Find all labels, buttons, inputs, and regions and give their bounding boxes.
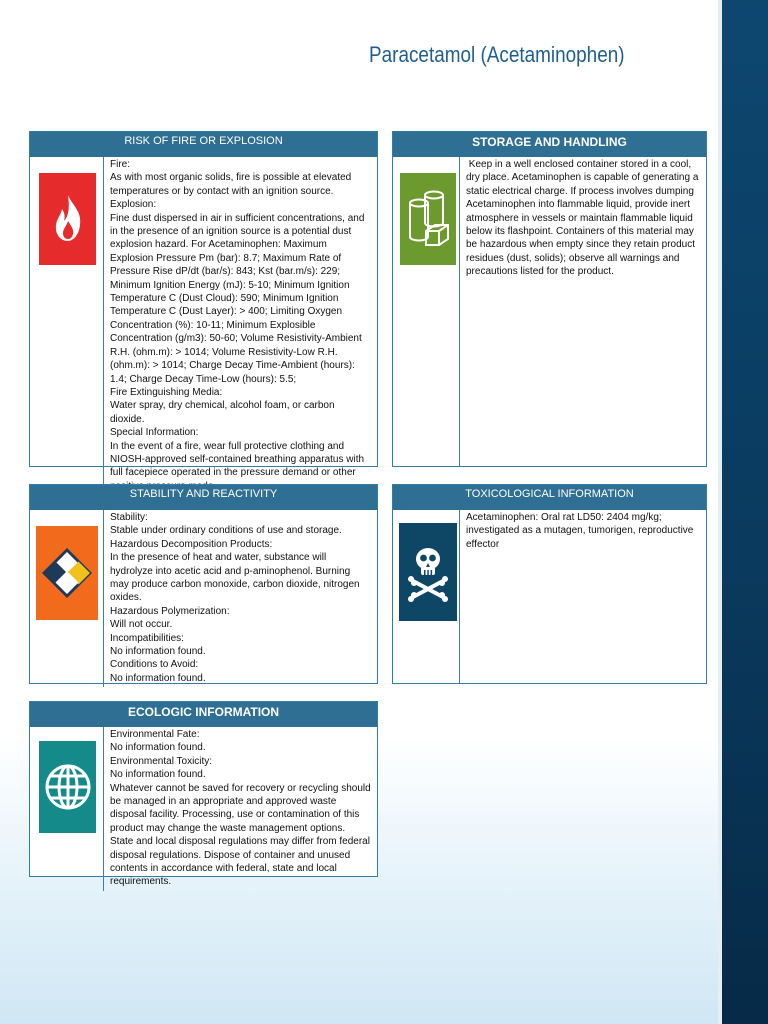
panel-storage-text: [460, 157, 706, 466]
panel-storage-header: STORAGE AND HANDLING: [393, 132, 706, 157]
panel-fire-icon-col: [30, 157, 104, 495]
stability-line: No information found.: [110, 672, 206, 684]
panel-toxic: [392, 484, 707, 684]
stability-line: Hazardous Decomposition Products:: [110, 538, 273, 550]
panel-toxic-body: [393, 510, 706, 683]
panel-ecologic: [29, 701, 378, 888]
panel-toxic-text: [460, 510, 706, 683]
panel-ecologic-text: [104, 727, 377, 891]
storage-containers-icon: [400, 173, 456, 265]
fire-line: Water spray, dry chemical, alcohol foam, or carbon dioxide.: [110, 400, 335, 425]
stability-line: Incompatibilities:: [110, 632, 184, 644]
panel-ecologic-body: [30, 727, 377, 891]
panel-stability: [29, 484, 378, 684]
stability-line: Will not occur.: [110, 619, 173, 631]
nfpa-diamond-icon: [36, 526, 98, 620]
ecologic-line: No information found.: [110, 769, 206, 781]
ecologic-line: Environmental Fate:: [110, 729, 200, 740]
fire-line: In the event of a fire, wear full protective clothing and NIOSH-approved self-contained breathing apparatus with full facepiece operated in the pressure demand or other: [110, 440, 365, 479]
fire-line: Fine dust dispersed in air in sufficient concentrations, and in the presence of an ignition source is a potential dust explosion hazard. For Acetaminophen: Maximum Explosion Pressure Pm (bar): 8.7; Maximum Rate of Pressure Rise dP/dt (bar/s): 843; Kst (bar.m/s): 229; Minimum Ignition Energy (mJ): 5-10; Minimum Ignition Temperature C (Dust Cloud): 590; Minimum Ignition Temperature C (Dust Layer): > 400; Limiting Oxygen Concentration (%): 10-11; Minimum Explosible Concentration (g/m3): 50-60; Volume Resistivity-Ambient R.H. (ohm.m): > 1014; Volume Resistivity-Low R.H. (ohm.m): > 1014; Charge Decay Time-Ambient (hours): 1.4; Charge Decay Time-Low (hours): 5.5;: [110, 212, 365, 385]
stability-line: No information found.: [110, 646, 206, 658]
panel-fire: [29, 131, 378, 479]
panel-stability-body: [30, 510, 377, 687]
panel-fire-header: RISK OF FIRE OR EXPLOSION: [30, 132, 377, 157]
panel-stability-icon-col: [30, 510, 104, 687]
storage-line: Keep in a well enclosed container stored in a cool, dry place. Acetaminophen is capable of generating a static electrical charge. If process involves dumping Acetaminophen into flammable liquid, provide inert atmosphere in vessels or maintain flammable liquid below its flashpoint. Containers of this material may be hazardous when empty since they retain product residues (dust, solids); observe all warnings and precautions listed for the product.: [466, 159, 702, 278]
panel-ecologic-header: ECOLOGIC INFORMATION: [30, 702, 377, 727]
ecologic-line: No information found.: [110, 742, 206, 754]
fire-line: Fire Extinguishing Media:: [110, 386, 223, 398]
panel-storage-body: [393, 157, 706, 466]
page-title: Paracetamol (Acetaminophen): [369, 42, 625, 67]
side-bar: [722, 0, 768, 1024]
stability-line: Stable under ordinary conditions of use and storage.: [110, 525, 342, 537]
panel-fire-text: [104, 157, 377, 495]
toxic-line: Acetaminophen: Oral rat LD50: 2404 mg/kg; investigated as a mutagen, tumorigen, reproductive effector: [466, 512, 694, 550]
ecologic-line: Environmental Toxicity:: [110, 755, 213, 767]
flame-icon: [39, 173, 96, 265]
stability-line: Conditions to Avoid:: [110, 659, 199, 671]
stability-line: Stability:: [110, 512, 148, 523]
panel-storage: [392, 131, 707, 467]
fire-line: Special Information:: [110, 427, 199, 439]
panel-ecologic-icon-col: [30, 727, 104, 891]
skull-crossbones-icon: [399, 523, 457, 621]
panel-stability-text: [104, 510, 377, 687]
fire-line: As with most organic solids, fire is possible at elevated temperatures or by contact with an ignition source.: [110, 172, 352, 197]
panel-storage-icon-col: [393, 157, 460, 466]
panel-fire-body: [30, 157, 377, 495]
globe-icon: [39, 741, 96, 833]
panel-stability-header: STABILITY AND REACTIVITY: [30, 485, 377, 510]
fire-line: Fire:: [110, 159, 130, 170]
stability-line: In the presence of heat and water, substance will hydrolyze into acetic acid and p-aminophenol. Burning may produce carbon monoxide, carbon dioxide, nitrogen oxides.: [110, 552, 360, 604]
fire-line: Explosion:: [110, 199, 157, 211]
panel-toxic-icon-col: [393, 510, 460, 683]
panel-toxic-header: TOXICOLOGICAL INFORMATION: [393, 485, 706, 510]
stability-line: Hazardous Polymerization:: [110, 605, 230, 617]
ecologic-line: Whatever cannot be saved for recovery or recycling should be managed in an appropriate and approved waste disposal facility. Processing, use or contamination of this product may change the waste management options. State and local disposal regulations may differ from federal disposal regulations. Dispose of container and unused contents in accordance with federal, state and local requirements.: [110, 782, 371, 888]
